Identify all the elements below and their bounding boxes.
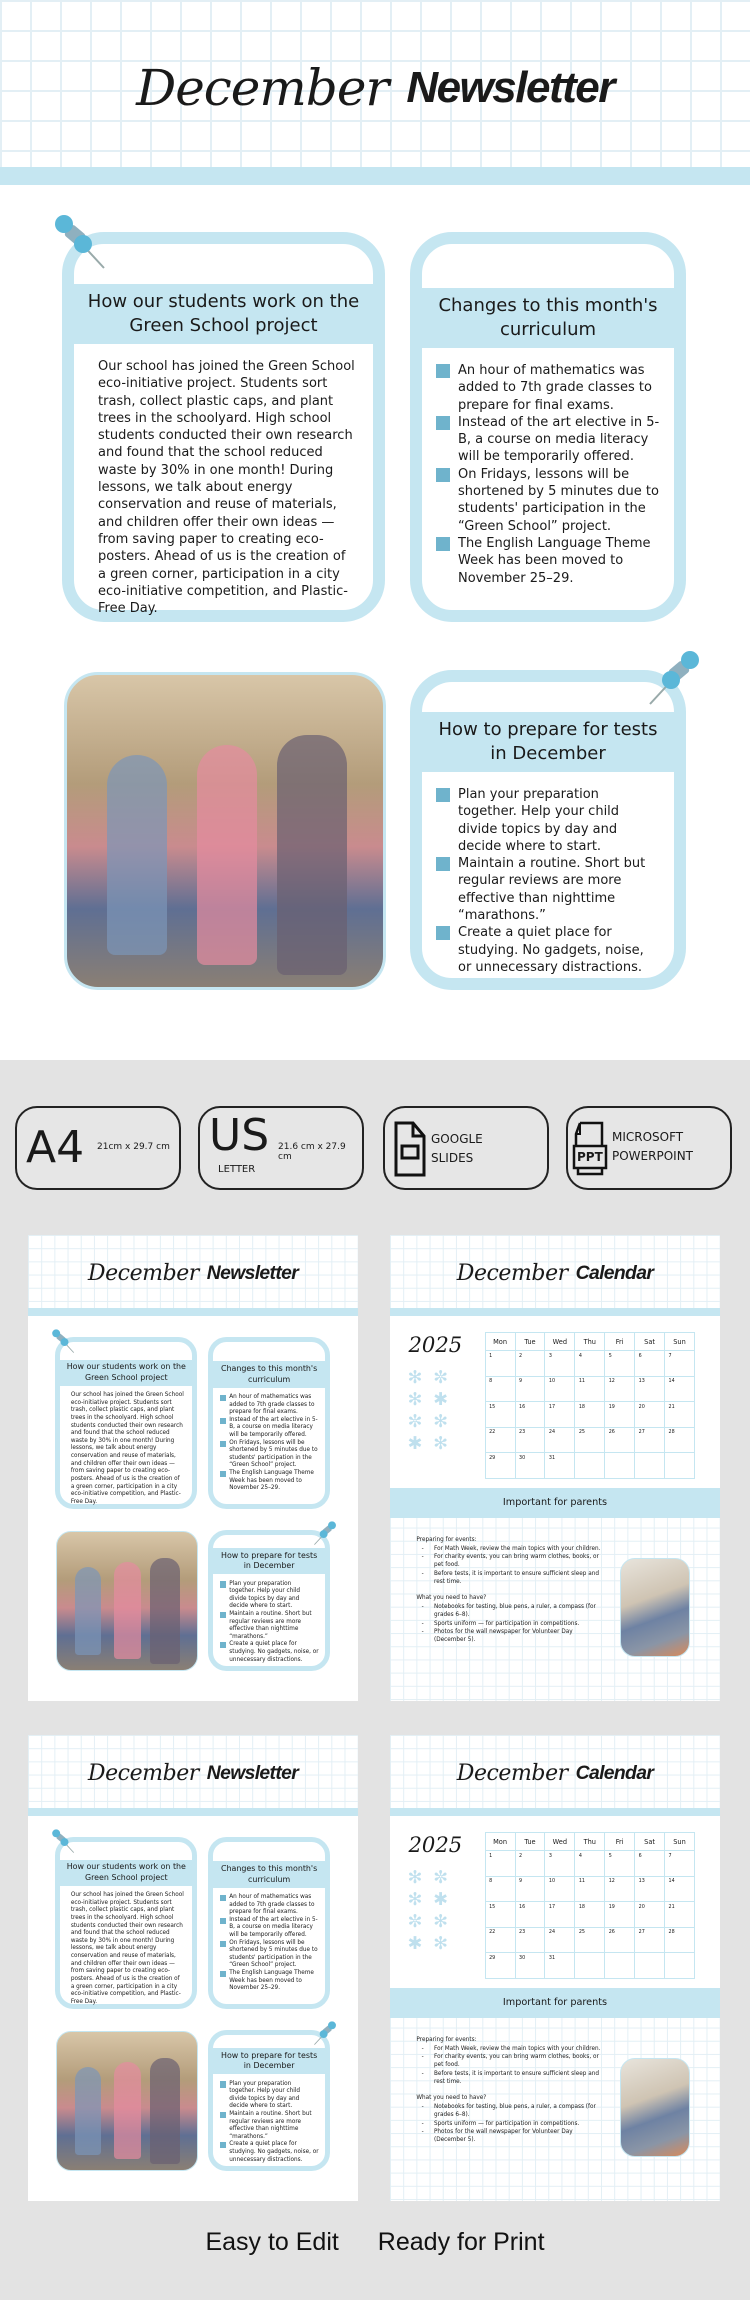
event-item <box>421 1553 601 1570</box>
curriculum-item: The English Language Theme Week has been moved to November 25–29. <box>220 1470 319 1493</box>
calendar-year: 2025 <box>408 1331 463 1357</box>
curriculum-card <box>410 232 686 622</box>
calendar-day: 20 <box>635 1902 665 1928</box>
header-band <box>28 1808 358 1816</box>
calendar-day: 11 <box>575 1376 605 1402</box>
calendar-day: 15 <box>485 1902 515 1928</box>
calendar-day: 26 <box>605 1427 635 1453</box>
calendar-day: 19 <box>605 1402 635 1428</box>
bullet-square-icon <box>436 926 450 940</box>
thumbnail-calendar-letter[interactable] <box>390 1735 720 2201</box>
thumbnail-calendar-a4[interactable] <box>390 1235 720 1701</box>
us-label: US <box>209 1110 270 1161</box>
calendar-day: 27 <box>635 1427 665 1453</box>
calendar-day: 2 <box>515 1351 545 1377</box>
weekday-header: Wed <box>545 1332 575 1350</box>
calendar-day: 30 <box>515 1953 545 1979</box>
google-line1: GOOGLE <box>431 1132 483 1146</box>
green-school-heading: How our students work on the Green School project <box>74 284 373 344</box>
calendar-day: 21 <box>665 1402 695 1428</box>
tests-item: Maintain a routine. Short but regular reviews are more effective than nighttime “marathons.” <box>220 1611 319 1641</box>
calendar-day: 22 <box>485 1427 515 1453</box>
calendar-day: 5 <box>605 1851 635 1877</box>
calendar-day <box>605 1953 635 1979</box>
calendar-day: 2 <box>515 1851 545 1877</box>
pushpin-icon <box>640 648 704 712</box>
newsletter-page <box>28 1735 358 2201</box>
dash-bullet-icon: - <box>421 2054 424 2061</box>
curriculum-heading: Changes to this month's curriculum <box>213 1861 324 1887</box>
tests-item: Plan your preparation together. Help your child divide topics by day and decide where to start. <box>220 1581 319 1611</box>
calendar-week <box>485 1453 694 1479</box>
thumbnail-newsletter-a4[interactable] <box>28 1235 358 1701</box>
title-bold: Newsletter <box>406 62 614 112</box>
bullet-square-icon <box>220 1971 226 1977</box>
easy-to-edit-label: Easy to Edit <box>205 2228 339 2256</box>
calendar-day: 3 <box>545 1351 575 1377</box>
weekday-header: Sat <box>635 1332 665 1350</box>
calendar-day: 4 <box>575 1351 605 1377</box>
newsletter-header <box>28 1235 358 1308</box>
calendar-day: 16 <box>515 1402 545 1428</box>
dash-bullet-icon: - <box>421 1570 424 1577</box>
title-bold: Newsletter <box>206 1761 299 1784</box>
calendar-day: 13 <box>635 1876 665 1902</box>
calendar-day: 25 <box>575 1927 605 1953</box>
dash-bullet-icon: - <box>421 1620 424 1627</box>
calendar-day: 6 <box>635 1851 665 1877</box>
calendar-day <box>635 1953 665 1979</box>
calendar-day: 14 <box>665 1376 695 1402</box>
newsletter-page <box>0 0 750 1060</box>
calendar-day: 17 <box>545 1402 575 1428</box>
calendar-grid <box>485 1832 695 1979</box>
calendar-week <box>485 1953 694 1979</box>
curriculum-item: An hour of mathematics was added to 7th grade classes to prepare for final exams. <box>220 1894 319 1917</box>
pushpin-icon <box>310 2020 338 2048</box>
pushpin-icon <box>50 212 114 276</box>
pushpin-icon <box>50 1828 78 1856</box>
list-text: Before tests, it is important to ensure sufficient sleep and rest time. <box>433 1570 599 1586</box>
needs-title: What you need to have? <box>416 2095 487 2102</box>
us-size: 21.6 cm x 27.9 cm <box>278 1142 346 1162</box>
bullet-square-icon <box>436 416 450 430</box>
calendar-day: 19 <box>605 1902 635 1928</box>
calendar-grid <box>485 1332 695 1479</box>
footer-tagline <box>0 2228 750 2257</box>
weekday-header: Sun <box>665 1832 695 1850</box>
list-text: For charity events, you can bring warm clothes, books, or pet food. <box>433 1554 599 1569</box>
format-powerpoint[interactable] <box>566 1106 732 1190</box>
calendar-day: 31 <box>545 1953 575 1979</box>
tests-heading: How to prepare for tests in December <box>213 2048 324 2074</box>
parents-section <box>390 1988 720 2201</box>
calendar-day: 21 <box>665 1902 695 1928</box>
calendar-day: 23 <box>515 1927 545 1953</box>
pushpin-icon <box>310 1520 338 1548</box>
calendar-day: 3 <box>545 1851 575 1877</box>
ppt-line2: POWERPOINT <box>612 1149 693 1163</box>
calendar-week <box>485 1902 694 1928</box>
calendar-day: 26 <box>605 1927 635 1953</box>
weekday-header: Sat <box>635 1832 665 1850</box>
bullet-square-icon <box>220 1918 226 1924</box>
a4-size: 21cm x 29.7 cm <box>97 1142 170 1152</box>
dash-bullet-icon: - <box>421 1603 424 1610</box>
format-us-letter[interactable] <box>198 1106 364 1190</box>
bullet-square-icon <box>436 857 450 871</box>
green-school-card <box>55 1837 197 2009</box>
tests-item: Create a quiet place for studying. No gadgets, noise, or unnecessary distractions. <box>436 924 660 976</box>
need-item <box>421 1620 601 1628</box>
parents-section <box>390 1488 720 1701</box>
calendar-title-script: December <box>456 1760 568 1786</box>
green-school-heading: How our students work on the Green School project <box>60 1360 192 1386</box>
ppt-badge: PPT <box>577 1150 603 1164</box>
snowflakes-decoration: ✻ ✼ ✻ ✱ ✼ ✻ ✱ ✻ <box>407 1868 451 1954</box>
events-title: Preparing for events: <box>416 2037 477 2044</box>
calendar-week <box>485 1851 694 1877</box>
list-text: Sports uniform — for participation in competitions. <box>433 1620 580 1627</box>
calendar-day: 12 <box>605 1376 635 1402</box>
list-text: Sports uniform — for participation in competitions. <box>433 2120 580 2127</box>
dash-bullet-icon: - <box>421 2045 424 2052</box>
calendar-day: 9 <box>515 1876 545 1902</box>
list-text: Notebooks for testing, blue pens, a ruler, a compass (for grades 6–8). <box>433 1603 596 1619</box>
curriculum-item: On Fridays, lessons will be shortened by 5 minutes due to students' participation in the “Green School” project. <box>220 1440 319 1470</box>
calendar-week <box>485 1427 694 1453</box>
bullet-square-icon <box>220 2142 226 2148</box>
tests-heading: How to prepare for tests in December <box>422 712 674 772</box>
calendar-day: 10 <box>545 1876 575 1902</box>
tests-heading: How to prepare for tests in December <box>213 1548 324 1574</box>
calendar-year: 2025 <box>408 1831 463 1857</box>
ready-for-print-label: Ready for Print <box>377 2228 545 2256</box>
header-band <box>390 1308 720 1316</box>
format-google-slides[interactable] <box>383 1106 549 1190</box>
calendar-header <box>390 1735 720 1808</box>
calendar-day <box>665 1453 695 1479</box>
list-text: For Math Week, review the main topics with your children. <box>433 1545 601 1552</box>
list-text: Notebooks for testing, blue pens, a ruler, a compass (for grades 6–8). <box>433 2103 596 2119</box>
bullet-square-icon <box>220 1642 226 1648</box>
format-a4[interactable] <box>15 1106 181 1190</box>
bullet-square-icon <box>220 1395 226 1401</box>
calendar-day: 25 <box>575 1427 605 1453</box>
bullet-square-icon <box>220 2081 226 2087</box>
students-photo <box>56 1531 198 1671</box>
calendar-day: 13 <box>635 1376 665 1402</box>
ppt-line1: MICROSOFT <box>612 1130 684 1144</box>
tests-item: Maintain a routine. Short but regular reviews are more effective than nighttime “marathons.” <box>436 855 660 924</box>
weekday-header: Fri <box>605 1832 635 1850</box>
bullet-square-icon <box>436 364 450 378</box>
event-item <box>421 1570 601 1587</box>
calendar-page <box>390 1235 720 1701</box>
tests-item: Create a quiet place for studying. No gadgets, noise, or unnecessary distractions. <box>220 1641 319 1664</box>
events-title: Preparing for events: <box>416 1537 477 1544</box>
curriculum-card <box>208 1837 329 2009</box>
newsletter-header <box>28 1735 358 1808</box>
calendar-day: 1 <box>485 1851 515 1877</box>
list-text: Photos for the wall newspaper for Volunteer Day (December 5). <box>433 2128 573 2144</box>
calendar-title-bold: Calendar <box>575 1761 654 1784</box>
powerpoint-file-icon <box>572 1120 608 1178</box>
calendar-day: 28 <box>665 1927 695 1953</box>
event-item <box>421 2053 601 2070</box>
curriculum-heading: Changes to this month's curriculum <box>213 1361 324 1387</box>
calendar-day <box>605 1453 635 1479</box>
tests-item: Plan your preparation together. Help your child divide topics by day and decide where to start. <box>436 786 660 855</box>
title-script: December <box>87 1260 199 1286</box>
tests-item: Maintain a routine. Short but regular reviews are more effective than nighttime “marathons.” <box>220 2111 319 2141</box>
calendar-day: 7 <box>665 1851 695 1877</box>
header-band <box>28 1308 358 1316</box>
calendar-week <box>485 1351 694 1377</box>
weekday-header: Mon <box>485 1832 515 1850</box>
green-school-card <box>55 1337 197 1509</box>
calendar-week <box>485 1402 694 1428</box>
dash-bullet-icon: - <box>421 2120 424 2127</box>
list-text: For Math Week, review the main topics with your children. <box>433 2045 601 2052</box>
classroom-photo <box>620 1558 690 1657</box>
need-item <box>421 2120 601 2128</box>
weekday-header: Sun <box>665 1332 695 1350</box>
a4-label: A4 <box>26 1122 85 1173</box>
calendar-day: 20 <box>635 1402 665 1428</box>
calendar-page <box>390 1735 720 2201</box>
newsletter-page <box>28 1235 358 1701</box>
curriculum-item: Instead of the art elective in 5-B, a course on media literacy will be temporarily offered. <box>220 1917 319 1940</box>
calendar-day: 22 <box>485 1927 515 1953</box>
calendar-day: 15 <box>485 1402 515 1428</box>
calendar-week <box>485 1876 694 1902</box>
list-text: For charity events, you can bring warm clothes, books, or pet food. <box>433 2054 599 2069</box>
curriculum-item: An hour of mathematics was added to 7th grade classes to prepare for final exams. <box>220 1394 319 1417</box>
tests-card <box>208 2030 329 2171</box>
bullet-square-icon <box>436 468 450 482</box>
dash-bullet-icon: - <box>421 2128 424 2135</box>
curriculum-item: On Fridays, lessons will be shortened by 5 minutes due to students' participation in the “Green School” project. <box>220 1940 319 1970</box>
event-item <box>421 1545 601 1553</box>
calendar-day: 24 <box>545 1427 575 1453</box>
calendar-day: 8 <box>485 1876 515 1902</box>
calendar-day: 6 <box>635 1351 665 1377</box>
thumbnail-newsletter-letter[interactable] <box>28 1735 358 2201</box>
curriculum-card <box>208 1337 329 1509</box>
title-script: December <box>87 1760 199 1786</box>
calendar-title-script: December <box>456 1260 568 1286</box>
calendar-day: 18 <box>575 1402 605 1428</box>
calendar-day: 30 <box>515 1453 545 1479</box>
calendar-day: 12 <box>605 1876 635 1902</box>
weekday-header: Tue <box>515 1832 545 1850</box>
parents-heading: Important for parents <box>390 1988 720 2018</box>
calendar-week <box>485 1927 694 1953</box>
calendar-day: 27 <box>635 1927 665 1953</box>
need-item <box>421 2103 601 2120</box>
dash-bullet-icon: - <box>421 1554 424 1561</box>
calendar-day <box>665 1953 695 1979</box>
weekday-header: Fri <box>605 1332 635 1350</box>
calendar-day: 29 <box>485 1453 515 1479</box>
weekday-header: Thu <box>575 1332 605 1350</box>
green-school-card <box>62 232 385 622</box>
calendar-day: 23 <box>515 1427 545 1453</box>
green-school-body: Our school has joined the Green School eco-initiative project. Students sort trash, collect plastic caps, and plant trees in the schoolyard. High school students conducted their own research and found that the school reduced waste by 30% in one month! During lessons, we talk about energy conservation and reuse of materials, and children offer their own ideas — from saving paper to creating eco-posters. Ahead of us is the creation of a green corner, participation in a city eco-initiative competition, and Plastic-Free Day. <box>70 1392 184 1505</box>
classroom-photo <box>620 2058 690 2157</box>
newsletter-header <box>0 0 750 167</box>
curriculum-item: On Fridays, lessons will be shortened by 5 minutes due to students' participation in the “Green School” project. <box>436 466 660 535</box>
parents-heading: Important for parents <box>390 1488 720 1518</box>
green-school-body: Our school has joined the Green School eco-initiative project. Students sort trash, collect plastic caps, and plant trees in the schoolyard. High school students conducted their own research and found that the school reduced waste by 30% in one month! During lessons, we talk about energy conservation and reuse of materials, and children offer their own ideas — from saving paper to creating eco-posters. Ahead of us is the creation of a green corner, participation in a city eco-initiative competition, and Plastic-Free Day. <box>98 359 355 617</box>
us-sub: LETTER <box>218 1164 256 1175</box>
event-item <box>421 2045 601 2053</box>
calendar-week <box>485 1376 694 1402</box>
calendar-day: 9 <box>515 1376 545 1402</box>
dash-bullet-icon: - <box>421 2070 424 2077</box>
need-item <box>421 1603 601 1620</box>
calendar-header <box>390 1235 720 1308</box>
bullet-square-icon <box>220 2112 226 2118</box>
tests-item: Create a quiet place for studying. No gadgets, noise, or unnecessary distractions. <box>220 2141 319 2164</box>
calendar-day: 17 <box>545 1902 575 1928</box>
header-band <box>0 167 750 185</box>
needs-title: What you need to have? <box>416 1595 487 1602</box>
tests-item: Plan your preparation together. Help your child divide topics by day and decide where to start. <box>220 2081 319 2111</box>
google-line2: SLIDES <box>431 1151 474 1165</box>
calendar-day: 7 <box>665 1351 695 1377</box>
need-item <box>421 2128 601 2145</box>
students-photo <box>64 672 386 990</box>
calendar-day: 16 <box>515 1902 545 1928</box>
curriculum-heading: Changes to this month's curriculum <box>422 288 674 348</box>
list-text: Before tests, it is important to ensure sufficient sleep and rest time. <box>433 2070 599 2086</box>
bullet-square-icon <box>220 1441 226 1447</box>
bullet-square-icon <box>220 1581 226 1587</box>
bullet-square-icon <box>220 1418 226 1424</box>
curriculum-item: Instead of the art elective in 5-B, a course on media literacy will be temporarily offered. <box>220 1417 319 1440</box>
curriculum-item: The English Language Theme Week has been moved to November 25–29. <box>436 535 660 587</box>
dash-bullet-icon: - <box>421 1545 424 1552</box>
list-text: Photos for the wall newspaper for Volunteer Day (December 5). <box>433 1628 573 1644</box>
event-item <box>421 2070 601 2087</box>
curriculum-item: Instead of the art elective in 5-B, a course on media literacy will be temporarily offered. <box>436 414 660 466</box>
title-bold: Newsletter <box>206 1261 299 1284</box>
calendar-day <box>575 1953 605 1979</box>
weekday-header: Mon <box>485 1332 515 1350</box>
calendar-day: 24 <box>545 1927 575 1953</box>
curriculum-item: An hour of mathematics was added to 7th grade classes to prepare for final exams. <box>436 362 660 414</box>
calendar-day: 10 <box>545 1376 575 1402</box>
calendar-day: 5 <box>605 1351 635 1377</box>
calendar-day: 4 <box>575 1851 605 1877</box>
weekday-header: Thu <box>575 1832 605 1850</box>
tests-card <box>410 670 686 990</box>
dash-bullet-icon: - <box>421 1628 424 1635</box>
calendar-day: 31 <box>545 1453 575 1479</box>
bullet-square-icon <box>220 1612 226 1618</box>
curriculum-item: The English Language Theme Week has been moved to November 25–29. <box>220 1970 319 1993</box>
snowflakes-decoration: ✻ ✼ ✻ ✱ ✼ ✻ ✱ ✻ <box>407 1368 451 1454</box>
calendar-day: 29 <box>485 1953 515 1979</box>
calendar-day: 18 <box>575 1902 605 1928</box>
students-photo <box>56 2031 198 2171</box>
bullet-square-icon <box>220 1471 226 1477</box>
calendar-day: 14 <box>665 1876 695 1902</box>
green-school-heading: How our students work on the Green School project <box>60 1860 192 1886</box>
bullet-square-icon <box>220 1895 226 1901</box>
dash-bullet-icon: - <box>421 2103 424 2110</box>
title-script: December <box>136 58 389 117</box>
calendar-day <box>575 1453 605 1479</box>
bullet-square-icon <box>220 1941 226 1947</box>
bullet-square-icon <box>436 788 450 802</box>
google-slides-icon <box>393 1120 427 1178</box>
pushpin-icon <box>50 1328 78 1356</box>
green-school-body: Our school has joined the Green School eco-initiative project. Students sort trash, collect plastic caps, and plant trees in the schoolyard. High school students conducted their own research and found that the school reduced waste by 30% in one month! During lessons, we talk about energy conservation and reuse of materials, and children offer their own ideas — from saving paper to creating eco-posters. Ahead of us is the creation of a green corner, participation in a city eco-initiative competition, and Plastic-Free Day. <box>70 1892 184 2005</box>
need-item <box>421 1628 601 1645</box>
weekday-header: Wed <box>545 1832 575 1850</box>
calendar-day: 11 <box>575 1876 605 1902</box>
calendar-day <box>635 1453 665 1479</box>
calendar-day: 28 <box>665 1427 695 1453</box>
bullet-square-icon <box>436 537 450 551</box>
calendar-day: 1 <box>485 1351 515 1377</box>
calendar-day: 8 <box>485 1376 515 1402</box>
weekday-header: Tue <box>515 1332 545 1350</box>
header-band <box>390 1808 720 1816</box>
tests-card <box>208 1530 329 1671</box>
calendar-title-bold: Calendar <box>575 1261 654 1284</box>
